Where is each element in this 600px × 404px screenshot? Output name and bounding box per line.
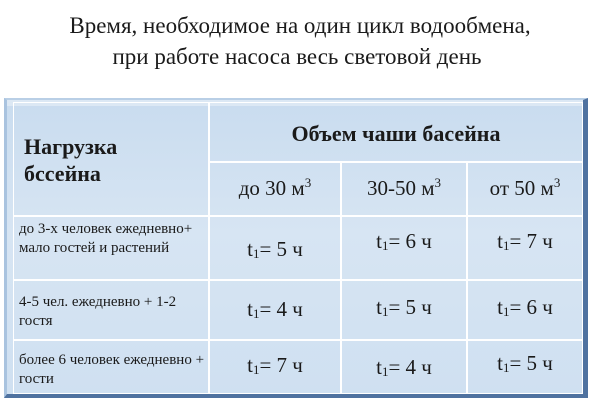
row-label-2: 4-5 чел. ежедневно + 1-2 гостя — [13, 280, 209, 340]
cell-value: = 5 ч — [388, 295, 432, 319]
title-line-1: Время, необходимое на один цикл водообмена, — [69, 13, 531, 38]
volume-header-1 — [209, 162, 341, 216]
header-load-line-1: Нагрузка — [24, 134, 118, 159]
table-cell — [209, 216, 341, 280]
cell-var: t — [247, 237, 253, 261]
table-cell — [341, 280, 467, 340]
cell-value: = 5 ч — [259, 237, 303, 261]
table-cell — [341, 340, 467, 394]
cell-var: t — [376, 229, 382, 253]
cell-sub: 1 — [381, 238, 389, 253]
row-label-3: более 6 человек ежедневно + гости — [13, 340, 209, 394]
volume-text: до 30 м — [238, 176, 305, 200]
title-line-2: при работе насоса весь световой день — [112, 44, 482, 69]
cell-var: t — [376, 295, 382, 319]
row-label-1: до 3-х человек ежедневно+ мало гостей и растений — [13, 216, 209, 280]
table-cell — [467, 280, 583, 340]
cell-value: = 5 ч — [509, 351, 553, 375]
header-load — [13, 102, 209, 216]
cell-value: = 4 ч — [259, 297, 303, 321]
cell-sub: 1 — [252, 306, 260, 321]
cell-sub: 1 — [252, 362, 260, 377]
cell-var: t — [247, 297, 253, 321]
table-cell — [209, 340, 341, 394]
header-load-line-2: бссейна — [24, 161, 101, 186]
table-cell — [467, 216, 583, 280]
cell-sub: 1 — [381, 304, 389, 319]
page-title — [0, 10, 600, 72]
cell-value: = 6 ч — [509, 295, 553, 319]
cell-value: = 7 ч — [259, 353, 303, 377]
cell-var: t — [497, 351, 503, 375]
cycle-time-table — [4, 98, 588, 398]
volume-exponent: 3 — [304, 175, 312, 190]
cell-sub: 1 — [381, 364, 389, 379]
cell-value: = 4 ч — [388, 355, 432, 379]
cell-var: t — [376, 355, 382, 379]
cell-sub: 1 — [502, 238, 510, 253]
cell-sub: 1 — [502, 304, 510, 319]
table-cell — [209, 280, 341, 340]
header-volume: Объем чаши басейна — [209, 102, 583, 162]
cell-var: t — [497, 229, 503, 253]
volume-text: от 50 м — [489, 176, 554, 200]
volume-text: 30-50 м — [366, 176, 435, 200]
cell-var: t — [497, 295, 503, 319]
cell-sub: 1 — [252, 246, 260, 261]
cell-sub: 1 — [502, 360, 510, 375]
volume-header-3 — [467, 162, 583, 216]
table-cell — [341, 216, 467, 280]
cell-var: t — [247, 353, 253, 377]
cell-value: = 7 ч — [509, 229, 553, 253]
volume-exponent: 3 — [553, 175, 561, 190]
volume-header-2 — [341, 162, 467, 216]
cell-value: = 6 ч — [388, 229, 432, 253]
table-cell — [467, 340, 583, 394]
volume-exponent: 3 — [434, 175, 442, 190]
